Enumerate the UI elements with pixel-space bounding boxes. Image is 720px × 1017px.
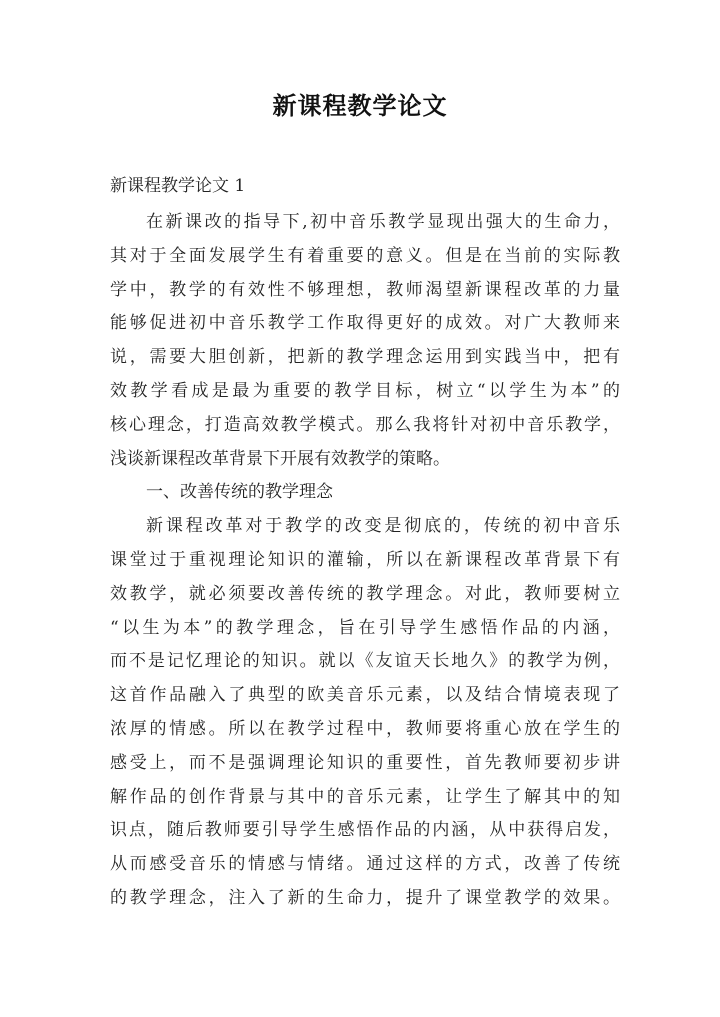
paragraph-line: 而不是记忆理论的知识。就以《友谊天长地久》的教学为例，	[110, 651, 620, 672]
paragraph-line: 效教学看成是最为重要的教学目标，树立“以学生为本”的	[110, 380, 620, 401]
section-heading: 一、改善传统的教学理念	[146, 482, 333, 503]
paragraph-line: 新课程改革对于教学的改变是彻底的，传统的初中音乐	[146, 516, 620, 537]
paragraph-line: 解作品的创作背景与其中的音乐元素，让学生了解其中的知	[110, 786, 620, 807]
document-body	[110, 170, 620, 916]
paragraph-line: 其对于全面发展学生有着重要的意义。但是在当前的实际教	[110, 245, 620, 266]
paragraph-line: 课堂过于重视理论知识的灌输，所以在新课程改革背景下有	[110, 549, 620, 570]
paragraph-line: 在新课改的指导下,初中音乐教学显现出强大的生命力，	[146, 212, 620, 232]
paragraph-2	[110, 510, 620, 916]
paragraph-line: 学中，教学的有效性不够理想，教师渴望新课程改革的力量	[110, 279, 620, 300]
paragraph-line: 说，需要大胆创新，把新的教学理念运用到实践当中，把有	[110, 347, 620, 368]
paragraph-1	[110, 206, 620, 476]
paragraph-line: 能够促进初中音乐教学工作取得更好的成效。对广大教师来	[110, 313, 620, 334]
paragraph-line: 这首作品融入了典型的欧美音乐元素，以及结合情境表现了	[110, 685, 620, 706]
section-subtitle: 新课程教学论文 1	[110, 176, 246, 196]
paragraph-line: 识点，随后教师要引导学生感悟作品的内涵，从中获得启发，	[110, 820, 620, 841]
paragraph-line: 核心理念，打造高效教学模式。那么我将针对初中音乐教学，	[110, 414, 620, 435]
document-title: 新课程教学论文	[272, 91, 448, 120]
paragraph-line: “以生为本”的教学理念，旨在引导学生感悟作品的内涵，	[110, 617, 620, 638]
paragraph-line: 效教学，就必须要改善传统的教学理念。对此，教师要树立	[110, 583, 620, 604]
paragraph-line: 感受上，而不是强调理论知识的重要性，首先教师要初步讲	[110, 752, 620, 773]
paragraph-line: 浅谈新课程改革背景下开展有效教学的策略。	[110, 448, 450, 469]
paragraph-line: 浓厚的情感。所以在教学过程中，教师要将重心放在学生的	[110, 718, 620, 739]
paragraph-line: 的教学理念，注入了新的生命力，提升了课堂教学的效果。	[110, 887, 620, 908]
paragraph-line: 从而感受音乐的情感与情绪。通过这样的方式，改善了传统	[110, 854, 620, 875]
